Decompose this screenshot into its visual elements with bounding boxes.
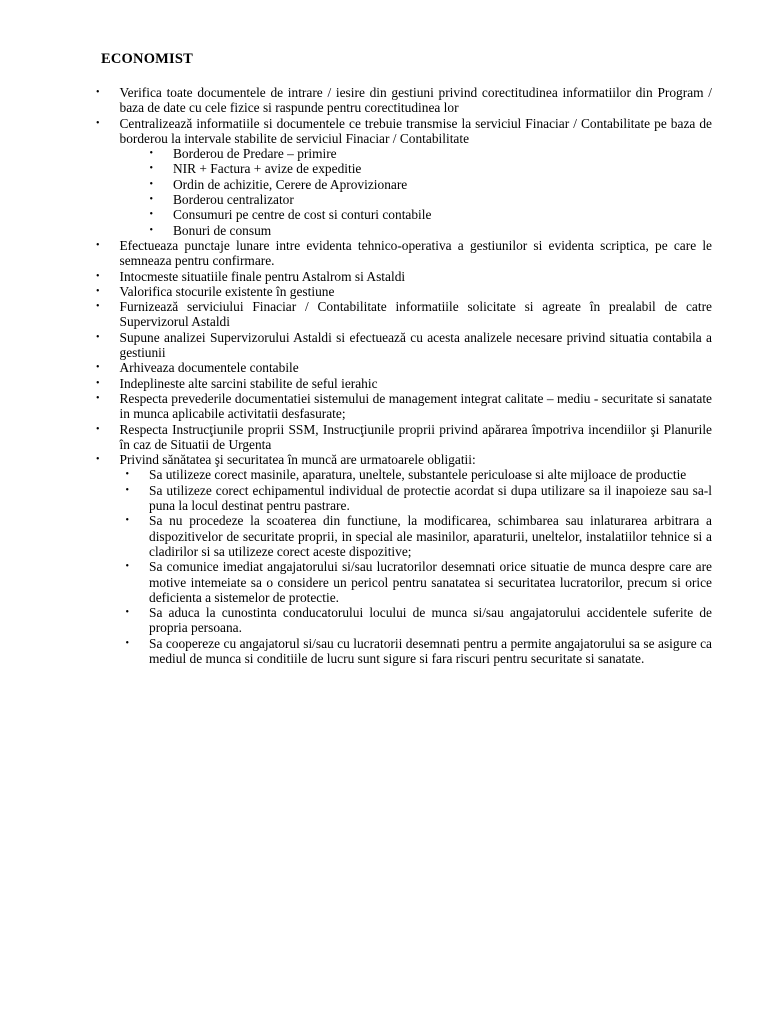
list-item xyxy=(96,391,712,422)
bullet-icon: • xyxy=(96,87,100,98)
bullet-icon: • xyxy=(149,178,154,190)
sublist-item-text: Sa comunice imediat angajatorului si/sau lucratorilor desemnati orice situatie de munca despre care are motive intemeiate sa o considere un pericol pentru sanatatea si securitatea lucratorilor, precum si orice deficienta a sistemelor de protectie. xyxy=(149,559,712,605)
list-item xyxy=(96,452,712,666)
bullet-icon: • xyxy=(96,117,100,129)
bullet-icon: • xyxy=(125,637,130,649)
document-title: ECONOMIST xyxy=(101,51,194,67)
bullet-icon: • xyxy=(125,607,130,619)
sublist-item-text: NIR + Factura + avize de expeditie xyxy=(173,161,362,177)
list-item xyxy=(96,422,712,453)
sublist-item xyxy=(126,483,713,514)
sublist-item-text: Sa aduca la cunostinta conducatorului locului de munca si/sau angajatorului accidentele suferite de propria persoana. xyxy=(149,605,712,636)
list-item xyxy=(96,360,712,375)
list-item-text: Intocmeste situatiile finale pentru Astalrom si Astaldi xyxy=(119,268,406,284)
list-item-text: Respecta Instrucţiunile proprii SSM, Instrucţiunile proprii privind apărarea împotriva incendiilor şi Planurile în caz de Situatii de Urgenta xyxy=(119,421,712,452)
sublist-item xyxy=(150,207,713,222)
bullet-icon: • xyxy=(96,362,100,374)
list-item-text: Efectueaza punctaje lunare intre evidenta tehnico-operativa a gestiunilor si evidenta scriptica, pe care le semneaza pentru confirmare. xyxy=(119,237,712,269)
bullet-icon: • xyxy=(125,484,130,496)
sublist-item xyxy=(126,636,713,667)
obligations-sublist xyxy=(120,467,713,666)
sublist-item-text: Sa utilizeze corect masinile, aparatura, uneltele, substantele periculoase si alte mijloace de productie xyxy=(149,467,687,483)
sublist-item-text: Borderou de Predare – primire xyxy=(173,146,337,162)
bullet-icon: • xyxy=(149,148,154,160)
list-item xyxy=(96,85,712,116)
list-item-text: Arhiveaza documentele contabile xyxy=(119,360,299,376)
list-item xyxy=(96,116,712,238)
bullet-icon: • xyxy=(96,392,100,404)
sublist-item-text: Ordin de achizitie, Cerere de Aprovizionare xyxy=(173,176,408,192)
list-item-text: Respecta prevederile documentatiei sistemului de management integrat calitate – mediu - securitate si sanatate in munca aplicabile activitatii desfasurate; xyxy=(119,390,712,422)
list-item-text: Centralizează informatiile si documentele ce trebuie transmise la serviciul Finaciar / Contabilitate pe baza de borderou la intervale stabilite de serviciul Finaciar / Contabilitate xyxy=(119,115,712,146)
sublist-item-text: Borderou centralizator xyxy=(173,192,294,208)
list-item xyxy=(96,238,712,269)
list-item xyxy=(96,376,712,391)
bullet-icon: • xyxy=(149,224,154,236)
responsibilities-list xyxy=(96,85,712,666)
sublist-item xyxy=(126,467,713,482)
list-item-text: Valorifica stocurile existente în gestiune xyxy=(119,283,335,299)
bullet-icon: • xyxy=(96,423,100,435)
list-item xyxy=(96,299,712,330)
bullet-icon: • xyxy=(96,301,100,313)
bullet-icon: • xyxy=(125,515,130,527)
sublist-item-text: Bonuri de consum xyxy=(173,222,272,238)
sublist-item xyxy=(150,223,713,238)
sublist-item-text: Sa coopereze cu angajatorul si/sau cu lucratorii desemnati pentru a permite angajatorului sa se asigure ca mediul de munca si conditiile de lucru sunt sigure si fara riscuri pentru securitate si sanatate. xyxy=(149,635,712,666)
bullet-icon: • xyxy=(96,285,100,297)
sublist-item xyxy=(150,161,713,176)
sublist-item xyxy=(126,605,713,636)
bullet-icon: • xyxy=(96,270,100,282)
bullet-icon: • xyxy=(149,194,154,206)
bullet-icon: • xyxy=(96,377,100,389)
bullet-icon: • xyxy=(96,331,100,343)
sublist-item xyxy=(126,513,713,559)
list-item xyxy=(96,269,712,284)
sublist-item-text: Sa nu procedeze la scoaterea din functiune, la modificarea, schimbarea sau inlaturarea arbitrara a dispozitivelor de securitate proprii, in special ale masinilor, aparaturii, uneltelor, instalatiilor tehnice si a cladirilor si sa utilizeze corect aceste dispozitive; xyxy=(149,513,712,559)
sublist-item-text: Consumuri pe centre de cost si conturi contabile xyxy=(173,207,432,223)
list-item xyxy=(96,330,712,361)
bullet-icon: • xyxy=(149,163,154,175)
list-item xyxy=(96,284,712,299)
sublist-item xyxy=(150,177,713,192)
list-item-text: Privind sănătatea şi securitatea în muncă are urmatoarele obligatii: xyxy=(119,452,476,468)
sublist-item xyxy=(150,192,713,207)
bullet-icon: • xyxy=(125,561,130,573)
sublist-item-text: Sa utilizeze corect echipamentul individual de protectie acordat si dupa utilizare sa il inapoieze sau sa-l puna la locul destinat pentru pastrare. xyxy=(149,482,712,514)
bullet-icon: • xyxy=(125,469,130,481)
list-item-text: Furnizează serviciului Finaciar / Contabilitate informatiile solicitate si agreate în prealabil de catre Supervizorul Astaldi xyxy=(119,299,712,330)
list-item-text: Verifica toate documentele de intrare / iesire din gestiuni privind corectitudinea informatiilor din Program / baza de date cu cele fizice si raspunde pentru corectitudinea lor xyxy=(119,85,712,116)
bullet-icon: • xyxy=(96,239,100,251)
documents-sublist xyxy=(120,146,713,238)
sublist-item xyxy=(150,146,713,161)
bullet-icon: • xyxy=(96,454,100,466)
bullet-icon: • xyxy=(149,209,154,221)
list-item-text: Indeplineste alte sarcini stabilite de seful ierahic xyxy=(119,375,378,391)
sublist-item xyxy=(126,559,713,605)
list-item-text: Supune analizei Supervizorului Astaldi si efectuează cu acesta analizele necesare privind situatia contabila a gestiunii xyxy=(119,329,712,361)
